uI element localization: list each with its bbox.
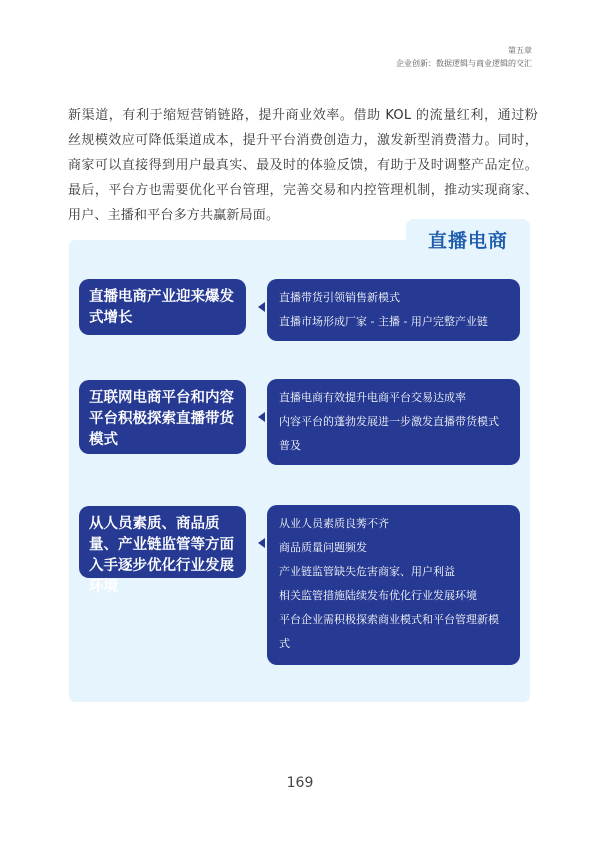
list-item: 从业人员素质良莠不齐 xyxy=(279,517,389,530)
list-item: 商品质量问题频发 xyxy=(279,541,367,554)
row-2-list xyxy=(267,379,520,465)
row-3-list xyxy=(267,505,520,665)
row-2-connector xyxy=(258,412,265,422)
list-item: 平台企业需积极探索商业模式和平台管理新模式 xyxy=(279,613,499,650)
row-1-list xyxy=(267,279,520,341)
row-3-connector xyxy=(258,538,265,548)
page-header xyxy=(396,44,532,70)
row-2-label: 互联网电商平台和内容平台积极探索直播带货模式 xyxy=(79,380,246,454)
list-item: 直播电商有效提升电商平台交易达成率 xyxy=(279,391,466,404)
list-item: 相关监管措施陆续发布优化行业发展环境 xyxy=(279,589,477,602)
row-1-label: 直播电商产业迎来爆发式增长 xyxy=(79,279,246,335)
list-item: 直播带货引领销售新模式 xyxy=(279,291,400,304)
list-item: 产业链监管缺失危害商家、用户利益 xyxy=(279,565,455,578)
panel-title: 直播电商 xyxy=(406,219,530,260)
list-item: 内容平台的蓬勃发展进一步激发直播带货模式普及 xyxy=(279,415,499,452)
body-paragraph: 新渠道，有利于缩短营销链路，提升商业效率。借助 KOL 的流量红利，通过粉丝规模效应可降低渠道成本，提升平台消费创造力，激发新型消费潜力。同时，商家可以直接得到用户最真实、最及时的体验反馈，有助于及时调整产品定位。最后，平台方也需要优化平台管理，完善交易和内控管理机制，推动实现商家、用户、主播和平台多方共赢新局面。 xyxy=(68,108,538,223)
chapter-label: 第五章 xyxy=(508,46,532,55)
row-1-connector xyxy=(258,302,265,312)
row-3-label: 从人员素质、商品质量、产业链监管等方面入手逐步优化行业发展环境 xyxy=(79,506,246,578)
page-number: 169 xyxy=(286,775,314,791)
list-item: 直播市场形成厂家 - 主播 - 用户完整产业链 xyxy=(279,315,488,328)
chapter-subtitle: 企业创新：数据逻辑与商业逻辑的交汇 xyxy=(396,59,532,68)
